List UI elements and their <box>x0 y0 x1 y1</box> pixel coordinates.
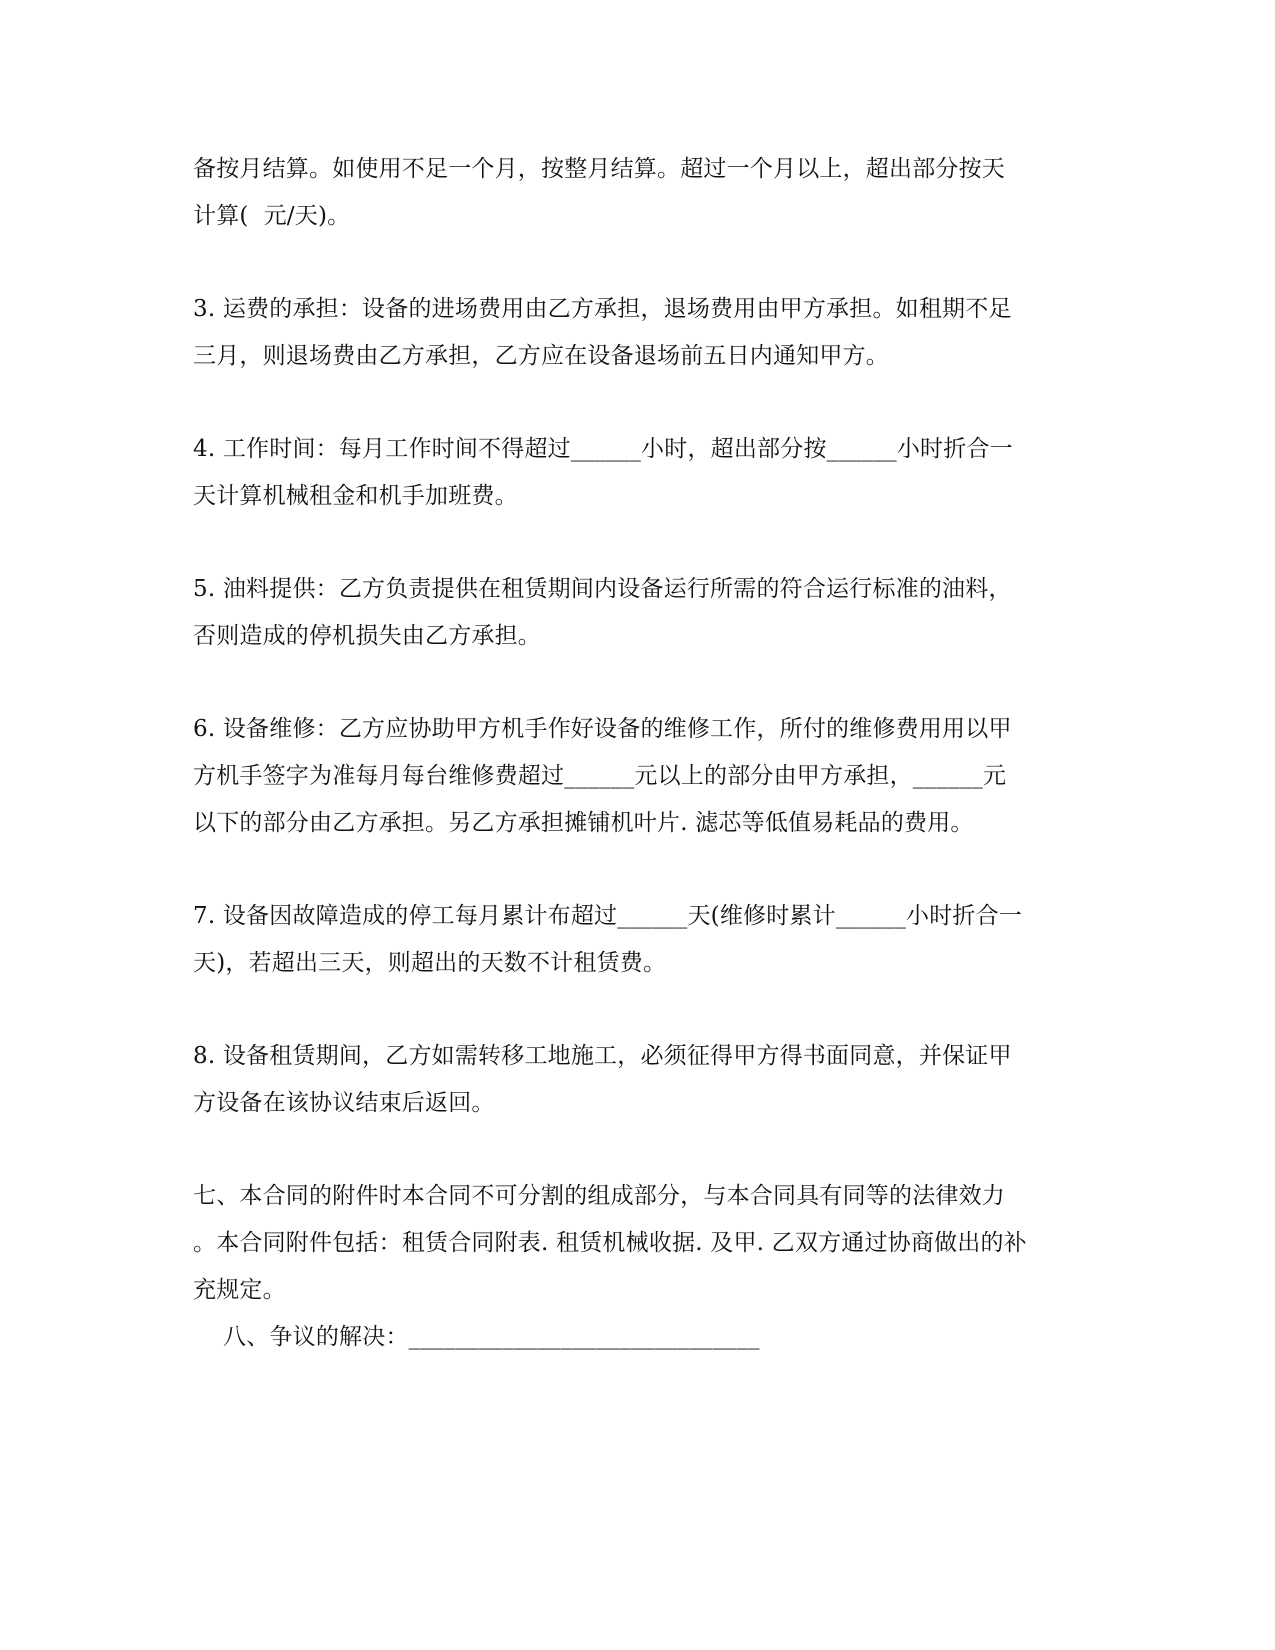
text-line: 3. 运费的承担：设备的进场费用由乙方承担，退场费用由甲方承担。如租期不足 <box>193 296 1012 322</box>
text-line: 三月，则退场费由乙方承担，乙方应在设备退场前五日内通知甲方。 <box>193 343 889 369</box>
text-line: 否则造成的停机损失由乙方承担。 <box>193 623 541 649</box>
text-line: 以下的部分由乙方承担。另乙方承担摊铺机叶片. 滤芯等低值易耗品的费用。 <box>193 810 974 836</box>
text-line: 4. 工作时间：每月工作时间不得超过______小时，超出部分按______小时折合一 <box>193 436 1013 462</box>
text-line: 充规定。 <box>193 1277 286 1303</box>
text-line: 8. 设备租赁期间，乙方如需转移工地施工，必须征得甲方得书面同意，并保证甲 <box>193 1043 1012 1069</box>
text-line: 天)，若超出三天，则超出的天数不计租赁费。 <box>193 950 667 976</box>
text-line: 5. 油料提供：乙方负责提供在租赁期间内设备运行所需的符合运行标准的油料， <box>193 576 1012 602</box>
text-line: 计算( 元/天)。 <box>193 203 351 229</box>
text-line: 。本合同附件包括：租赁合同附表. 租赁机械收据. 及甲. 乙双方通过协商做出的补 <box>193 1230 1027 1256</box>
text-line: 天计算机械租金和机手加班费。 <box>193 483 518 509</box>
text-line: 6. 设备维修：乙方应协助甲方机手作好设备的维修工作，所付的维修费用用以甲 <box>193 716 1012 742</box>
text-line: 八、争议的解决：______________________________ <box>193 1324 760 1350</box>
text-line: 备按月结算。如使用不足一个月，按整月结算。超过一个月以上，超出部分按天 <box>193 156 1005 182</box>
text-line: 七、本合同的附件时本合同不可分割的组成部分，与本合同具有同等的法律效力 <box>193 1183 1005 1209</box>
text-line: 方机手签字为准每月每台维修费超过______元以上的部分由甲方承担，______元 <box>193 763 1007 789</box>
text-line: 方设备在该协议结束后返回。 <box>193 1090 495 1116</box>
text-line: 7. 设备因故障造成的停工每月累计布超过______天(维修时累计______小时折合一 <box>193 903 1023 929</box>
